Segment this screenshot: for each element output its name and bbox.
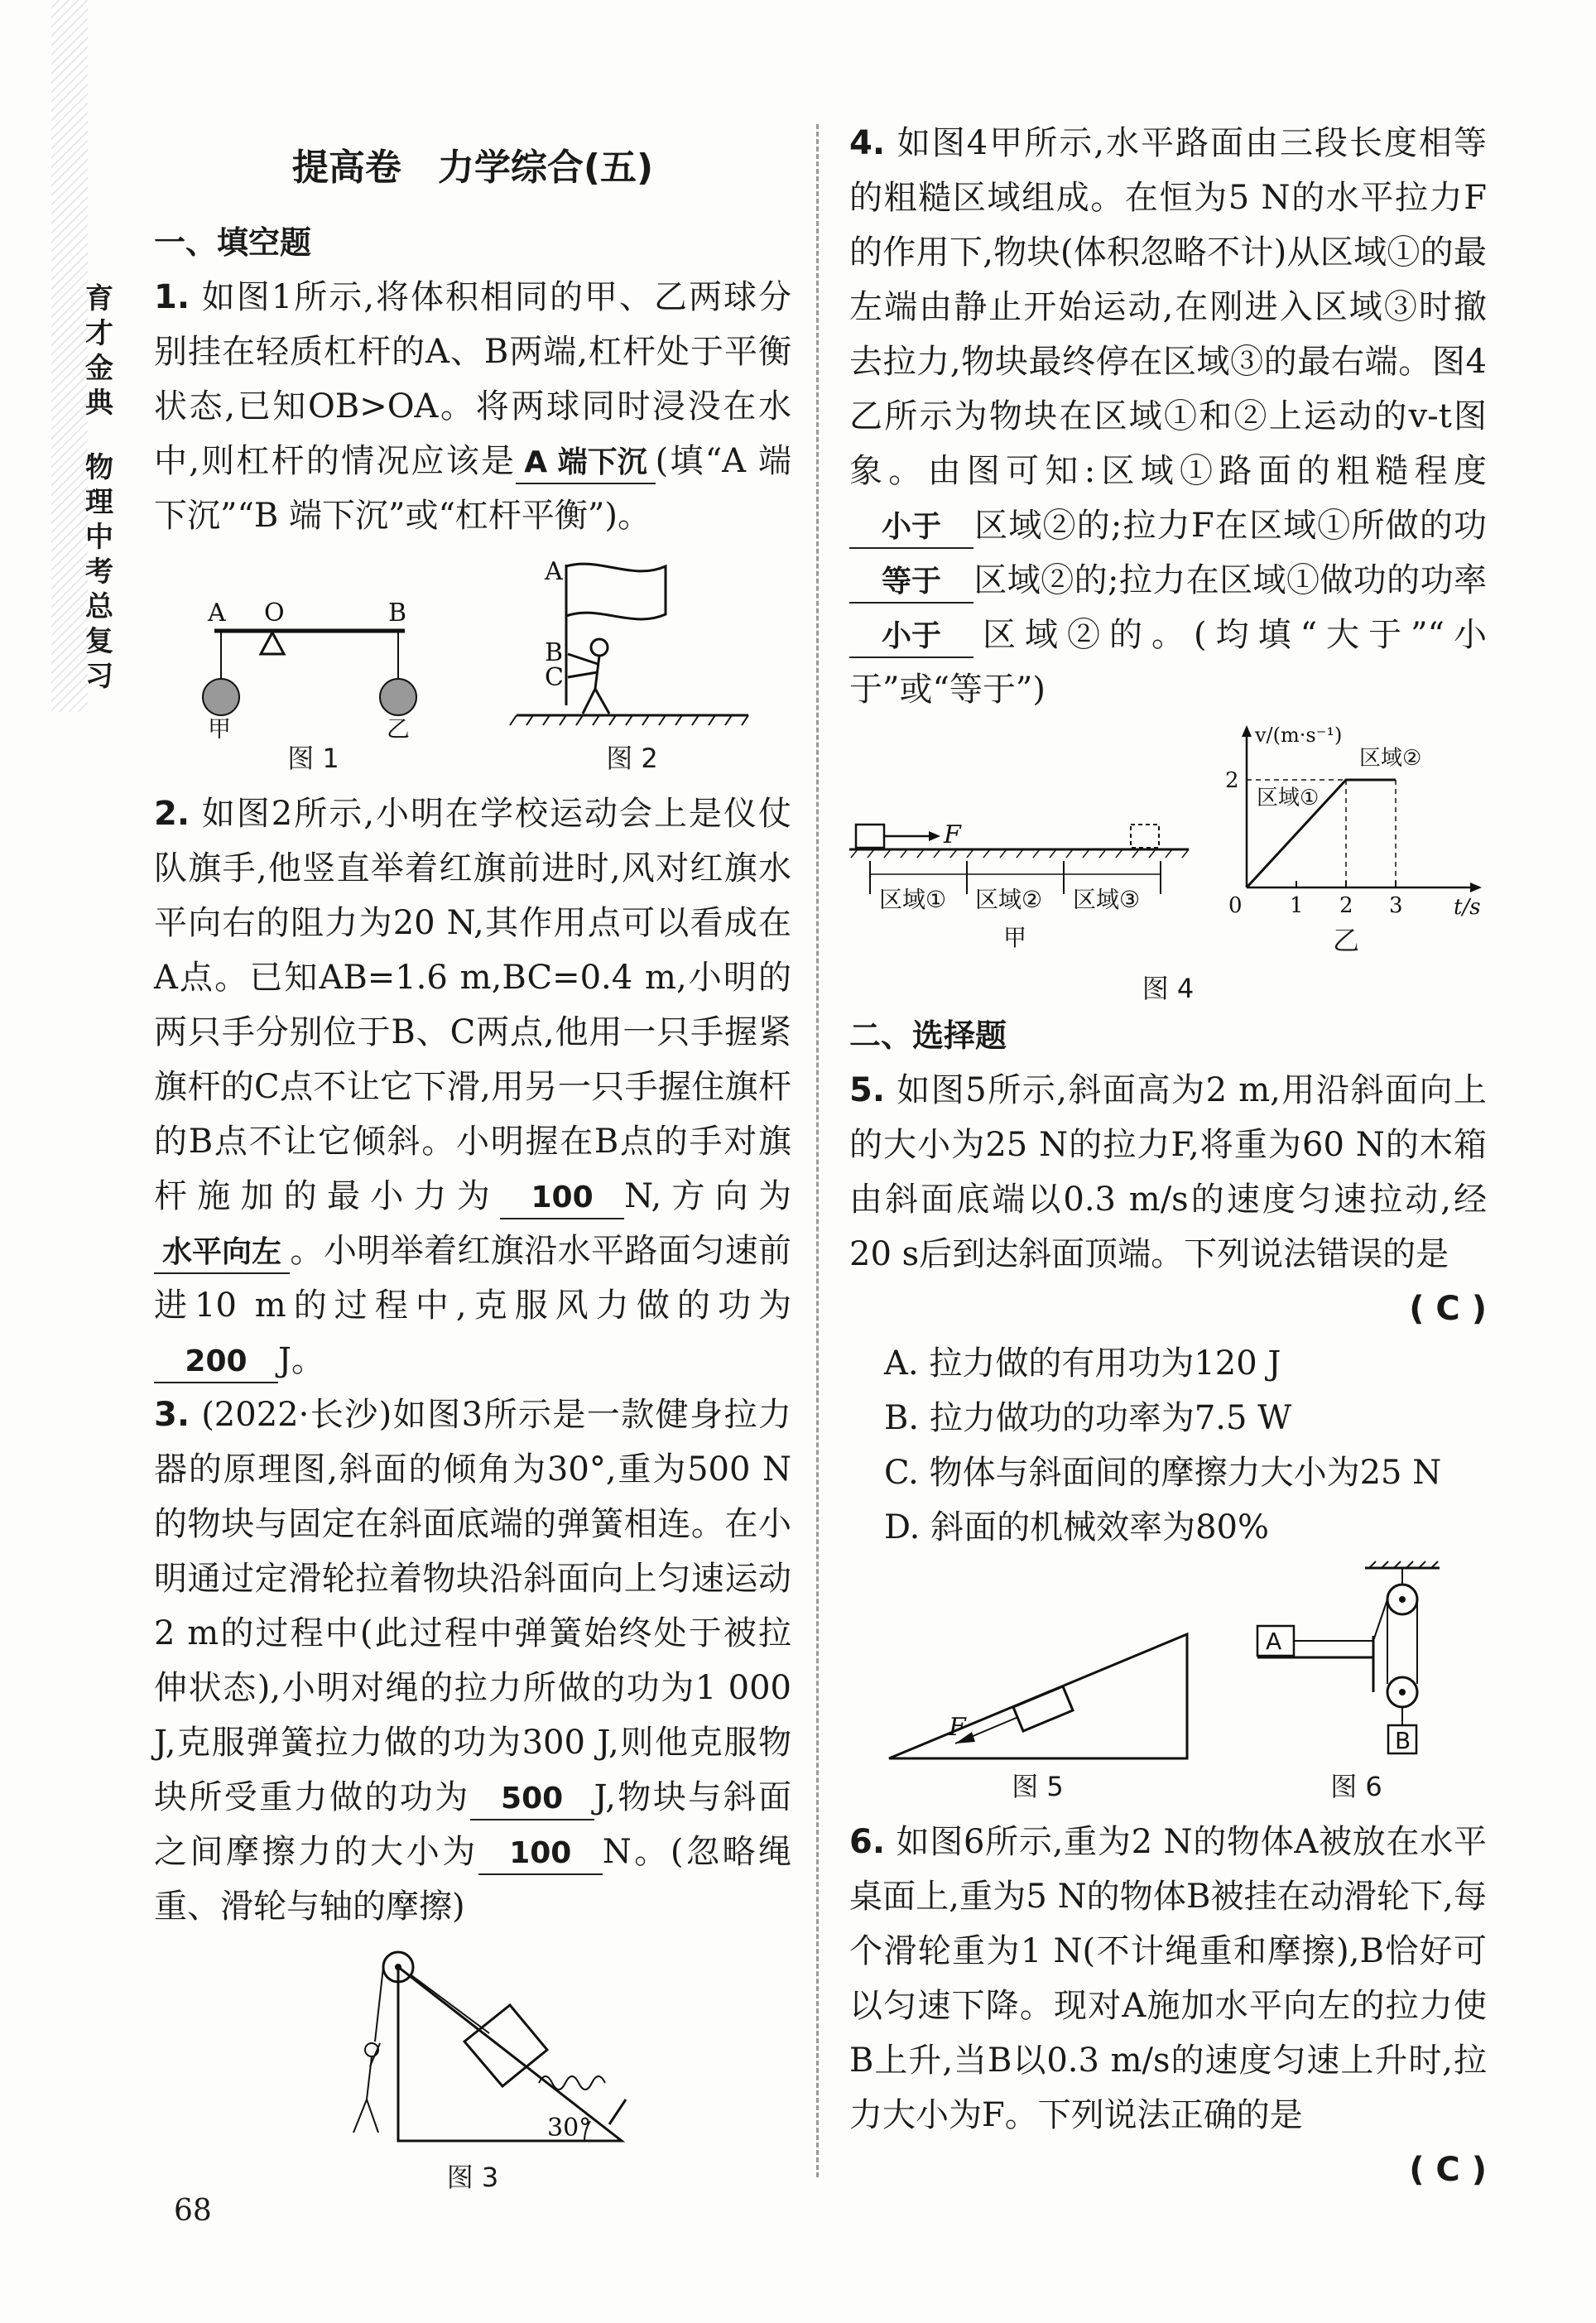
x-axis-label: t/s	[1454, 895, 1481, 920]
label-o: O	[263, 599, 285, 628]
question-text: 区域②的;拉力在区域①做功的功率	[973, 561, 1487, 599]
incline-pulley-diagram	[299, 1934, 647, 2157]
answer-blank[interactable]: 水平向左	[154, 1233, 290, 1274]
zone-3-label: 区域③	[1073, 886, 1141, 913]
answer-blank[interactable]: A 端下沉	[516, 443, 655, 484]
figure-caption: 图 2	[606, 743, 658, 774]
left-column	[154, 141, 791, 2197]
figure-4-yi	[1205, 722, 1487, 960]
question-2	[154, 786, 791, 1388]
question-text: 如图2所示,小明在学校运动会上是仪仗队旗手,他竖直举着红旗前进时,风对红旗水平向右的阻力为20 N,其作用点可以看成在A点。已知AB=1.6 m,BC=0.4 m,小明的两只手分别位于B、C两点,他用一只手握紧旗杆的C点不让它下滑,用另一只手握住旗杆的B点不让它倾斜。小明握在B点的手对旗杆施加的最小力为	[154, 795, 792, 1215]
pulley-system-diagram	[1249, 1560, 1464, 1767]
section-choice-heading: 二、选择题	[849, 1017, 1007, 1054]
sidebar-brand: 育才金典	[85, 282, 113, 420]
figure-caption: 图 5	[1012, 1771, 1064, 1802]
question-5	[849, 1063, 1487, 1282]
flag-bearer-diagram	[508, 548, 757, 738]
angle-label: 30°	[547, 2114, 592, 2143]
answer-blank[interactable]: 100	[478, 1834, 603, 1875]
sub-label-jia: 甲	[1003, 924, 1027, 951]
question-text: J,物块与斜面之间摩擦力的大小为	[154, 1778, 792, 1871]
figure-4-jia	[849, 795, 1197, 960]
question-number: 4.	[849, 124, 886, 162]
question-text: N。(忽略绳重、滑轮与轴的摩擦)	[154, 1833, 792, 1926]
answer-blank[interactable]: 500	[470, 1779, 594, 1820]
annotation-zone-1: 区域①	[1257, 786, 1320, 810]
figure-2	[508, 548, 757, 778]
label-a: A	[207, 599, 226, 628]
x-tick-label: 2	[1339, 893, 1353, 918]
answer-blank[interactable]: 100	[500, 1178, 624, 1219]
question-number: 6.	[849, 1823, 886, 1861]
option-c[interactable]: C. 物体与斜面间的摩擦力大小为25 N	[884, 1454, 1442, 1492]
question-text: 如图5所示,斜面高为2 m,用沿斜面向上的大小为25 N的拉力F,将重为60 N的木箱由斜面底端以0.3 m/s的速度匀速拉动,经20 s后到达斜面顶端。下列说法错误的是	[849, 1071, 1487, 1273]
label-a: A	[544, 557, 563, 586]
label-b: B	[387, 599, 406, 628]
figure-caption: 图 6	[1330, 1771, 1382, 1802]
zone-2-label: 区域②	[975, 886, 1043, 913]
figure-row-1-2	[154, 548, 791, 778]
sidebar-text	[83, 281, 116, 724]
zone-1-label: 区域①	[879, 886, 947, 913]
question-text: (填“A 端下沉”“B 端下沉”或“杠杆平衡”)。	[154, 442, 792, 535]
question-text: N,方向为	[624, 1177, 792, 1215]
answer-row	[849, 1282, 1487, 1336]
question-6	[849, 1815, 1487, 2143]
option-a[interactable]: A. 拉力做的有用功为120 J	[884, 1344, 1281, 1383]
question-text: 如图4甲所示,水平路面由三段长度相等的粗糙区域组成。在恒为5 N的水平拉力F的作用下,物块(体积忽略不计)从区域①的最左端由静止开始运动,在刚进入区域③时撤去拉力,物块最终停在区域③的最右端。图4乙所示为物块在区域①和②上运动的v-t图象。由图可知:区域①路面的粗糙程度	[849, 124, 1488, 490]
question-text: 区域②的;拉力F在区域①所做的功	[973, 507, 1487, 545]
x-tick-label: 3	[1389, 893, 1403, 918]
label-b: B	[544, 638, 563, 667]
sidebar-subject: 物理中考总复习	[85, 451, 113, 693]
answer-blank[interactable]: 等于	[849, 562, 973, 604]
y-tick-label: 2	[1225, 768, 1239, 793]
question-number: 3.	[154, 1396, 190, 1434]
force-label: F	[948, 1713, 966, 1742]
x-tick-label: 0	[1228, 893, 1243, 918]
right-column	[849, 116, 1487, 2197]
figure-3	[154, 1934, 791, 2197]
label-b: B	[1394, 1727, 1411, 1754]
question-text: 如图1所示,将体积相同的甲、乙两球分别挂在轻质杠杆的A、B两端,杠杆处于平衡状态,已知OB>OA。将两球同时浸没在水中,则杠杆的情况应该是	[154, 278, 792, 480]
figure-1	[190, 573, 438, 778]
question-1	[154, 270, 791, 543]
answer-choice[interactable]: ( C )	[1409, 2151, 1487, 2189]
label-c: C	[544, 663, 564, 692]
label-ball-yi: 乙	[386, 715, 410, 738]
page-title: 提高卷 力学综合(五)	[291, 147, 654, 189]
option-b[interactable]: B. 拉力做功的功率为7.5 W	[884, 1399, 1292, 1437]
incline-box-diagram	[873, 1601, 1204, 1767]
answer-blank[interactable]: 小于	[849, 617, 973, 658]
road-zones-diagram	[849, 795, 1197, 960]
question-number: 1.	[154, 278, 190, 316]
lever-diagram	[190, 573, 438, 738]
figure-caption: 图 4	[1142, 973, 1195, 1004]
y-axis-label: v/(m·s⁻¹)	[1255, 724, 1343, 747]
question-number: 5.	[849, 1071, 886, 1109]
section-fill-heading: 一、填空题	[154, 224, 312, 261]
label-ball-jia: 甲	[207, 715, 231, 738]
question-text: 如图6所示,重为2 N的物体A被放在水平桌面上,重为5 N的物体B被挂在动滑轮下,每个滑轮重为1 N(不计绳重和摩擦),B恰好可以匀速下降。现对A施加水平向左的拉力使B上升,当B以0.3 m/s的速度匀速上升时,拉力大小为F。下列说法正确的是	[849, 1823, 1488, 2134]
figure-4	[849, 722, 1487, 960]
question-number: 2.	[154, 795, 190, 833]
annotation-zone-2: 区域②	[1359, 746, 1422, 771]
question-3	[154, 1388, 791, 1934]
page-number: 68	[174, 2194, 212, 2228]
question-text: 区域②的。(均填“大于”“小于”或“等于”)	[849, 616, 1487, 709]
figure-row-5-6	[849, 1560, 1487, 1806]
figure-caption: 图 1	[287, 743, 339, 774]
force-label: F	[944, 820, 961, 849]
answer-blank[interactable]: 小于	[849, 507, 973, 549]
answer-row	[849, 2143, 1487, 2197]
answer-choice[interactable]: ( C )	[1409, 1290, 1487, 1328]
figure-6	[1249, 1560, 1464, 1806]
label-a: A	[1265, 1628, 1281, 1655]
option-d[interactable]: D. 斜面的机械效率为80%	[884, 1508, 1269, 1546]
x-tick-label: 1	[1290, 893, 1304, 918]
figure-5	[873, 1601, 1204, 1806]
question-text: 。小明举着红旗沿水平路面匀速前进10 m的过程中,克服风力做的功为	[154, 1232, 791, 1325]
column-divider	[816, 124, 819, 2177]
question-text: J。	[278, 1341, 325, 1379]
sub-label-yi: 乙	[1332, 925, 1359, 956]
question-text: (2022·长沙)如图3所示是一款健身拉力器的原理图,斜面的倾角为30°,重为500 N的物块与固定在斜面底端的弹簧相连。在小明通过定滑轮拉着物块沿斜面向上匀速运动2 m的过程中(此过程中弹簧始终处于被拉伸状态),小明对绳的拉力所做的功为1 000 J,克服弹簧拉力做的功为300 J,则他克服物块所受重力做的功为	[154, 1396, 792, 1816]
vt-chart	[1205, 722, 1487, 921]
answer-blank[interactable]: 200	[154, 1342, 278, 1383]
figure-caption: 图 3	[446, 2162, 499, 2193]
question-4	[849, 116, 1487, 717]
